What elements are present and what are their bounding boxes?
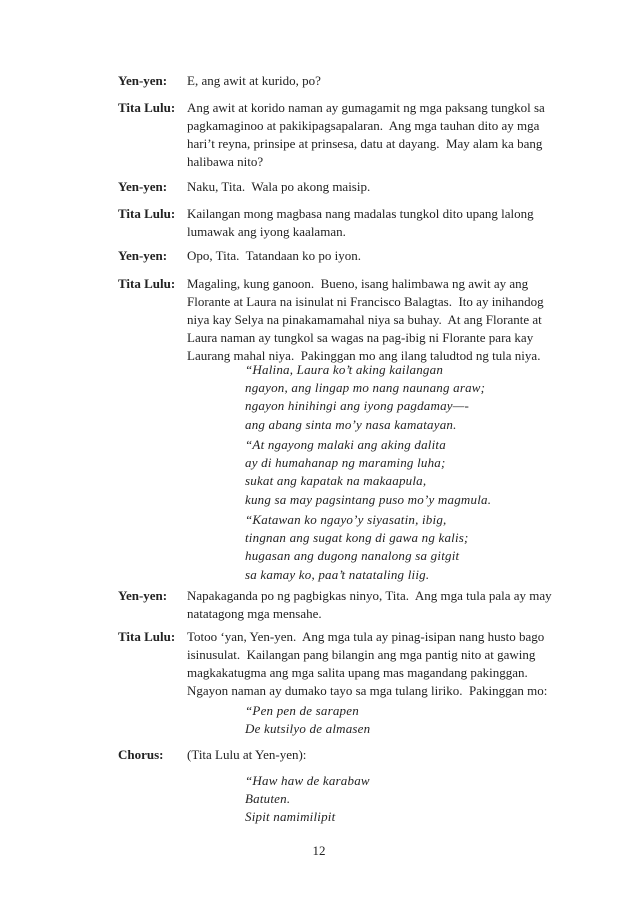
dialogue-line: Naku, Tita. Wala po akong maisip. — [187, 179, 371, 194]
verse-line: sa kamay ko, paa’t natataling liig. — [245, 566, 430, 582]
dialogue-line: isinusulat. Kailangan pang bilangin ang mga pantig nito at gawing — [187, 647, 536, 662]
dialogue-line: Laurang mahal niya. Pakinggan mo ang ilang taludtod ng tula niya. — [187, 348, 541, 363]
verse-line: “At ngayong malaki ang aking dalita — [245, 437, 446, 452]
speaker-name: Chorus: — [118, 747, 164, 762]
dialogue-line: E, ang awit at kurido, po? — [187, 73, 321, 88]
speaker-name: Tita Lulu: — [118, 206, 176, 221]
dialogue-line: pagkamaginoo at pakikipagsapalaran. Ang mga tauhan dito ay mga — [187, 118, 540, 133]
dialogue-line: Magaling, kung ganoon. Bueno, isang halimbawa ng awit ay ang — [187, 276, 529, 291]
dialogue-line: hari’t reyna, prinsipe at prinsesa, datu at dayang. May alam ka bang — [187, 136, 543, 151]
verse-line: Batuten. — [245, 791, 291, 807]
verse-line: ngayon hinihingi ang iyong pagdamay—- — [245, 398, 470, 414]
verse-line: “Katawan ko ngayo’y siyasatin, ibig, — [245, 512, 447, 527]
speaker-name: Yen-yen: — [118, 73, 168, 88]
dialogue-line: halibawa nito? — [187, 154, 264, 169]
dialogue-line: Florante at Laura na isinulat ni Francisco Balagtas. Ito ay inihandog — [187, 294, 544, 309]
dialogue-line: natatagong mga mensahe. — [187, 606, 322, 621]
verse-line: ang abang sinta mo’y nasa kamatayan. — [245, 416, 457, 432]
verse-line: tingnan ang sugat kong di gawa ng kalis; — [245, 530, 469, 546]
verse-line: “Pen pen de sarapen — [245, 703, 359, 718]
dialogue-line: lumawak ang iyong kaalaman. — [187, 224, 346, 239]
verse-line: Sipit namimilipit — [245, 809, 336, 825]
speaker-name: Tita Lulu: — [118, 100, 176, 115]
dialogue-line: Opo, Tita. Tatandaan ko po iyon. — [187, 248, 361, 263]
dialogue-line: niya kay Selya na pinakamamahal niya sa buhay. At ang Florante at — [187, 312, 542, 327]
verse-stanza — [245, 361, 565, 434]
dialogue-line: Laura naman ay tungkol sa wagas na pag-ibig ni Florante para kay — [187, 330, 534, 345]
dialogue-line: magkakatugma ang mga salita upang mas magandang pakinggan. — [187, 665, 528, 680]
speaker-name: Yen-yen: — [118, 588, 168, 603]
dialogue-line: Kailangan mong magbasa nang madalas tungkol dito upang lalong — [187, 206, 534, 221]
verse-line: De kutsilyo de almasen — [245, 721, 371, 737]
verse-stanza — [245, 702, 565, 738]
speaker-name: Yen-yen: — [118, 179, 168, 194]
verse-stanza — [245, 436, 565, 509]
verse-stanza — [245, 511, 565, 584]
verse-line: ngayon, ang lingap mo nang naunang araw; — [245, 380, 486, 396]
speaker-name: Yen-yen: — [118, 248, 168, 263]
speaker-name: Tita Lulu: — [118, 276, 176, 291]
dialogue-line: (Tita Lulu at Yen-yen): — [187, 747, 307, 762]
dialogue-line: Napakaganda po ng pagbigkas ninyo, Tita. Ang mga tula pala ay may — [187, 588, 552, 603]
verse-line: “Haw haw de karabaw — [245, 773, 370, 788]
page-number: 12 — [312, 843, 326, 858]
speaker-name: Tita Lulu: — [118, 629, 176, 644]
verse-line: ay di humahanap ng maraming luha; — [245, 455, 446, 471]
verse-line: hugasan ang dugong nanalong sa gitgit — [245, 548, 460, 564]
dialogue-line: Ngayon naman ay dumako tayo sa mga tulang liriko. Pakinggan mo: — [187, 683, 548, 698]
verse-line: kung sa may pagsintang puso mo’y magmula. — [245, 491, 492, 507]
verse-stanza — [245, 772, 565, 827]
dialogue-line: Ang awit at korido naman ay gumagamit ng mga paksang tungkol sa — [187, 100, 545, 115]
verse-line: sukat ang kapatak na makaapula, — [245, 473, 427, 489]
verse-line: “Halina, Laura ko’t aking kailangan — [245, 362, 444, 377]
dialogue-line: Totoo ‘yan, Yen-yen. Ang mga tula ay pinag-isipan nang husto bago — [187, 629, 545, 644]
